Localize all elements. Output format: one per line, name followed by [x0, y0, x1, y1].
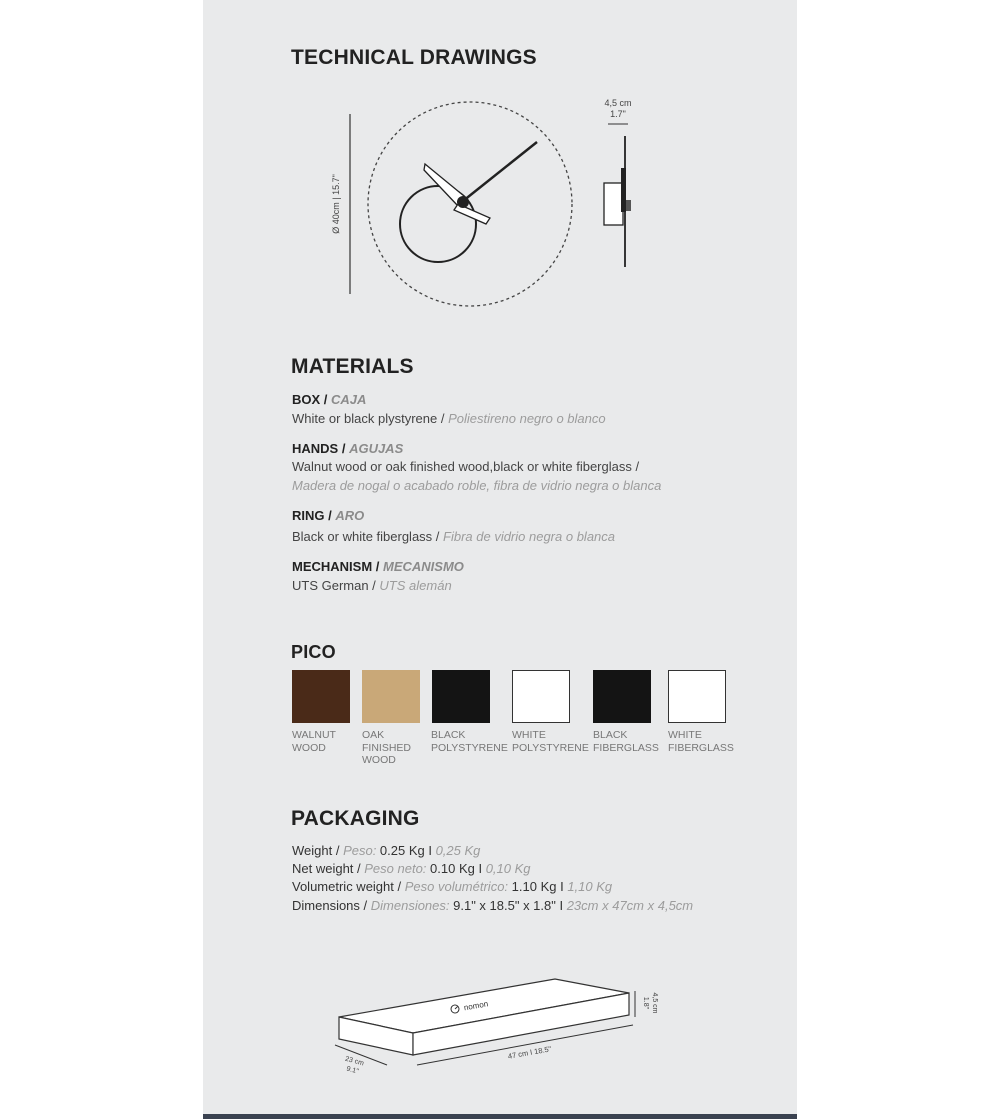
swatch-walnut-wood — [292, 670, 350, 723]
swatch-label-line: POLYSTYRENE — [431, 741, 508, 754]
packaging-row-volumetric-weight — [292, 879, 612, 894]
swatch-label-black-fiberglass — [593, 729, 659, 754]
swatch-oak-finished-wood — [362, 670, 420, 723]
pk-label-es: Dimensiones: — [370, 898, 450, 913]
packaging-row-dimensions — [292, 898, 693, 913]
pk-label: Net weight / — [292, 861, 365, 876]
material-label-mechanism — [292, 559, 464, 574]
pk-value: 0.25 Kg I — [376, 843, 436, 858]
pk-value-es: 23cm x 47cm x 4,5cm — [566, 898, 694, 913]
swatch-black-polystyrene — [432, 670, 490, 723]
swatch-label-line: BLACK — [593, 729, 628, 741]
swatch-label-line: POLYSTYRENE — [512, 741, 589, 754]
technical-drawings-title: TECHNICAL DRAWINGS — [291, 46, 537, 69]
swatch-label-white-polystyrene — [512, 729, 589, 754]
material-label-en: MECHANISM / — [292, 559, 383, 574]
swatch-label-line: WALNUT — [292, 729, 336, 741]
material-text-es: Fibra de vidrio negra o blanca — [443, 529, 616, 544]
material-label-es: MECANISMO — [383, 559, 464, 574]
material-label-en: HANDS / — [292, 441, 350, 456]
material-text-es: Poliestireno negro o blanco — [448, 411, 606, 426]
material-text-ring — [292, 529, 615, 544]
material-label-hands — [292, 441, 403, 456]
swatch-label-line: FIBERGLASS — [593, 741, 659, 754]
pk-label-es: Peso neto: — [364, 861, 427, 876]
swatch-label-line: WOOD — [362, 754, 396, 766]
swatch-label-line: FINISHED — [362, 741, 412, 754]
packaging-row-weight — [292, 843, 480, 858]
swatch-white-fiberglass — [668, 670, 726, 723]
material-label-box — [292, 392, 366, 407]
swatch-white-polystyrene — [512, 670, 570, 723]
packaging-row-net-weight — [292, 861, 531, 876]
box-length-label: 47 cm I 18.5" — [507, 1044, 552, 1061]
box-logo-text: nomon — [463, 999, 489, 1013]
material-text-hands-es: Madera de nogal o acabado roble, fibra de vidrio negra o blanca — [292, 478, 662, 493]
pico-title: PICO — [291, 642, 336, 662]
material-label-en: BOX / — [292, 392, 332, 407]
box-height-cm: 4,5 cm — [651, 992, 658, 1014]
diameter-label: Ø 40cm | 15.7" — [331, 174, 341, 234]
material-label-ring — [292, 508, 364, 523]
swatch-label-oak-finished-wood — [362, 729, 411, 767]
depth-cm-label: 4,5 cm — [604, 98, 632, 108]
pk-label: Dimensions / — [292, 898, 371, 913]
swatch-label-line: FIBERGLASS — [668, 741, 734, 754]
material-text-box — [292, 411, 606, 426]
material-text-en: White or black plystyrene / — [292, 411, 449, 426]
pk-value-es: 0,25 Kg — [435, 843, 481, 858]
material-text-en: Black or white fiberglass / — [292, 529, 444, 544]
packaging-title: PACKAGING — [291, 807, 420, 830]
pk-label-es: Peso volumétrico: — [404, 879, 509, 894]
pk-value: 1.10 Kg I — [508, 879, 568, 894]
swatch-label-line: OAK — [362, 729, 385, 741]
material-text-es: UTS alemán — [379, 578, 452, 593]
box-width-cm: 23 cm — [344, 1055, 365, 1068]
swatch-label-walnut-wood — [292, 729, 336, 754]
swatch-label-black-polystyrene — [431, 729, 508, 754]
swatch-label-line: WHITE — [512, 729, 546, 741]
swatch-label-line: WOOD — [292, 741, 326, 754]
packaging-box-drawing — [325, 965, 675, 1080]
material-text-mechanism — [292, 578, 452, 593]
clock-front-drawing — [320, 100, 590, 310]
swatch-label-white-fiberglass — [668, 729, 734, 754]
materials-title: MATERIALS — [291, 355, 414, 378]
box-width-in: 9.1" — [345, 1065, 360, 1076]
swatch-label-line: WHITE — [668, 729, 702, 741]
pk-label-es: Peso: — [343, 843, 377, 858]
material-label-es: ARO — [335, 508, 365, 523]
material-text-hands-en: Walnut wood or oak finished wood,black or white fiberglass / — [292, 459, 640, 474]
material-text-en: UTS German / — [292, 578, 380, 593]
material-label-en: RING / — [292, 508, 336, 523]
bottom-bar — [203, 1114, 797, 1119]
pk-value: 0.10 Kg I — [426, 861, 486, 876]
pk-value-es: 0,10 Kg — [485, 861, 531, 876]
swatch-black-fiberglass — [593, 670, 651, 723]
material-label-es: AGUJAS — [349, 441, 404, 456]
clock-side-drawing — [590, 92, 660, 277]
box-height-in: 1.8" — [642, 996, 649, 1010]
pk-value-es: 1,10 Kg — [567, 879, 613, 894]
swatch-label-line: BLACK — [431, 729, 466, 741]
material-label-es: CAJA — [331, 392, 367, 407]
depth-in-label: 1.7" — [610, 109, 626, 119]
pk-label: Volumetric weight / — [292, 879, 405, 894]
pk-value: 9.1" x 18.5" x 1.8" I — [449, 898, 567, 913]
pk-label: Weight / — [292, 843, 344, 858]
